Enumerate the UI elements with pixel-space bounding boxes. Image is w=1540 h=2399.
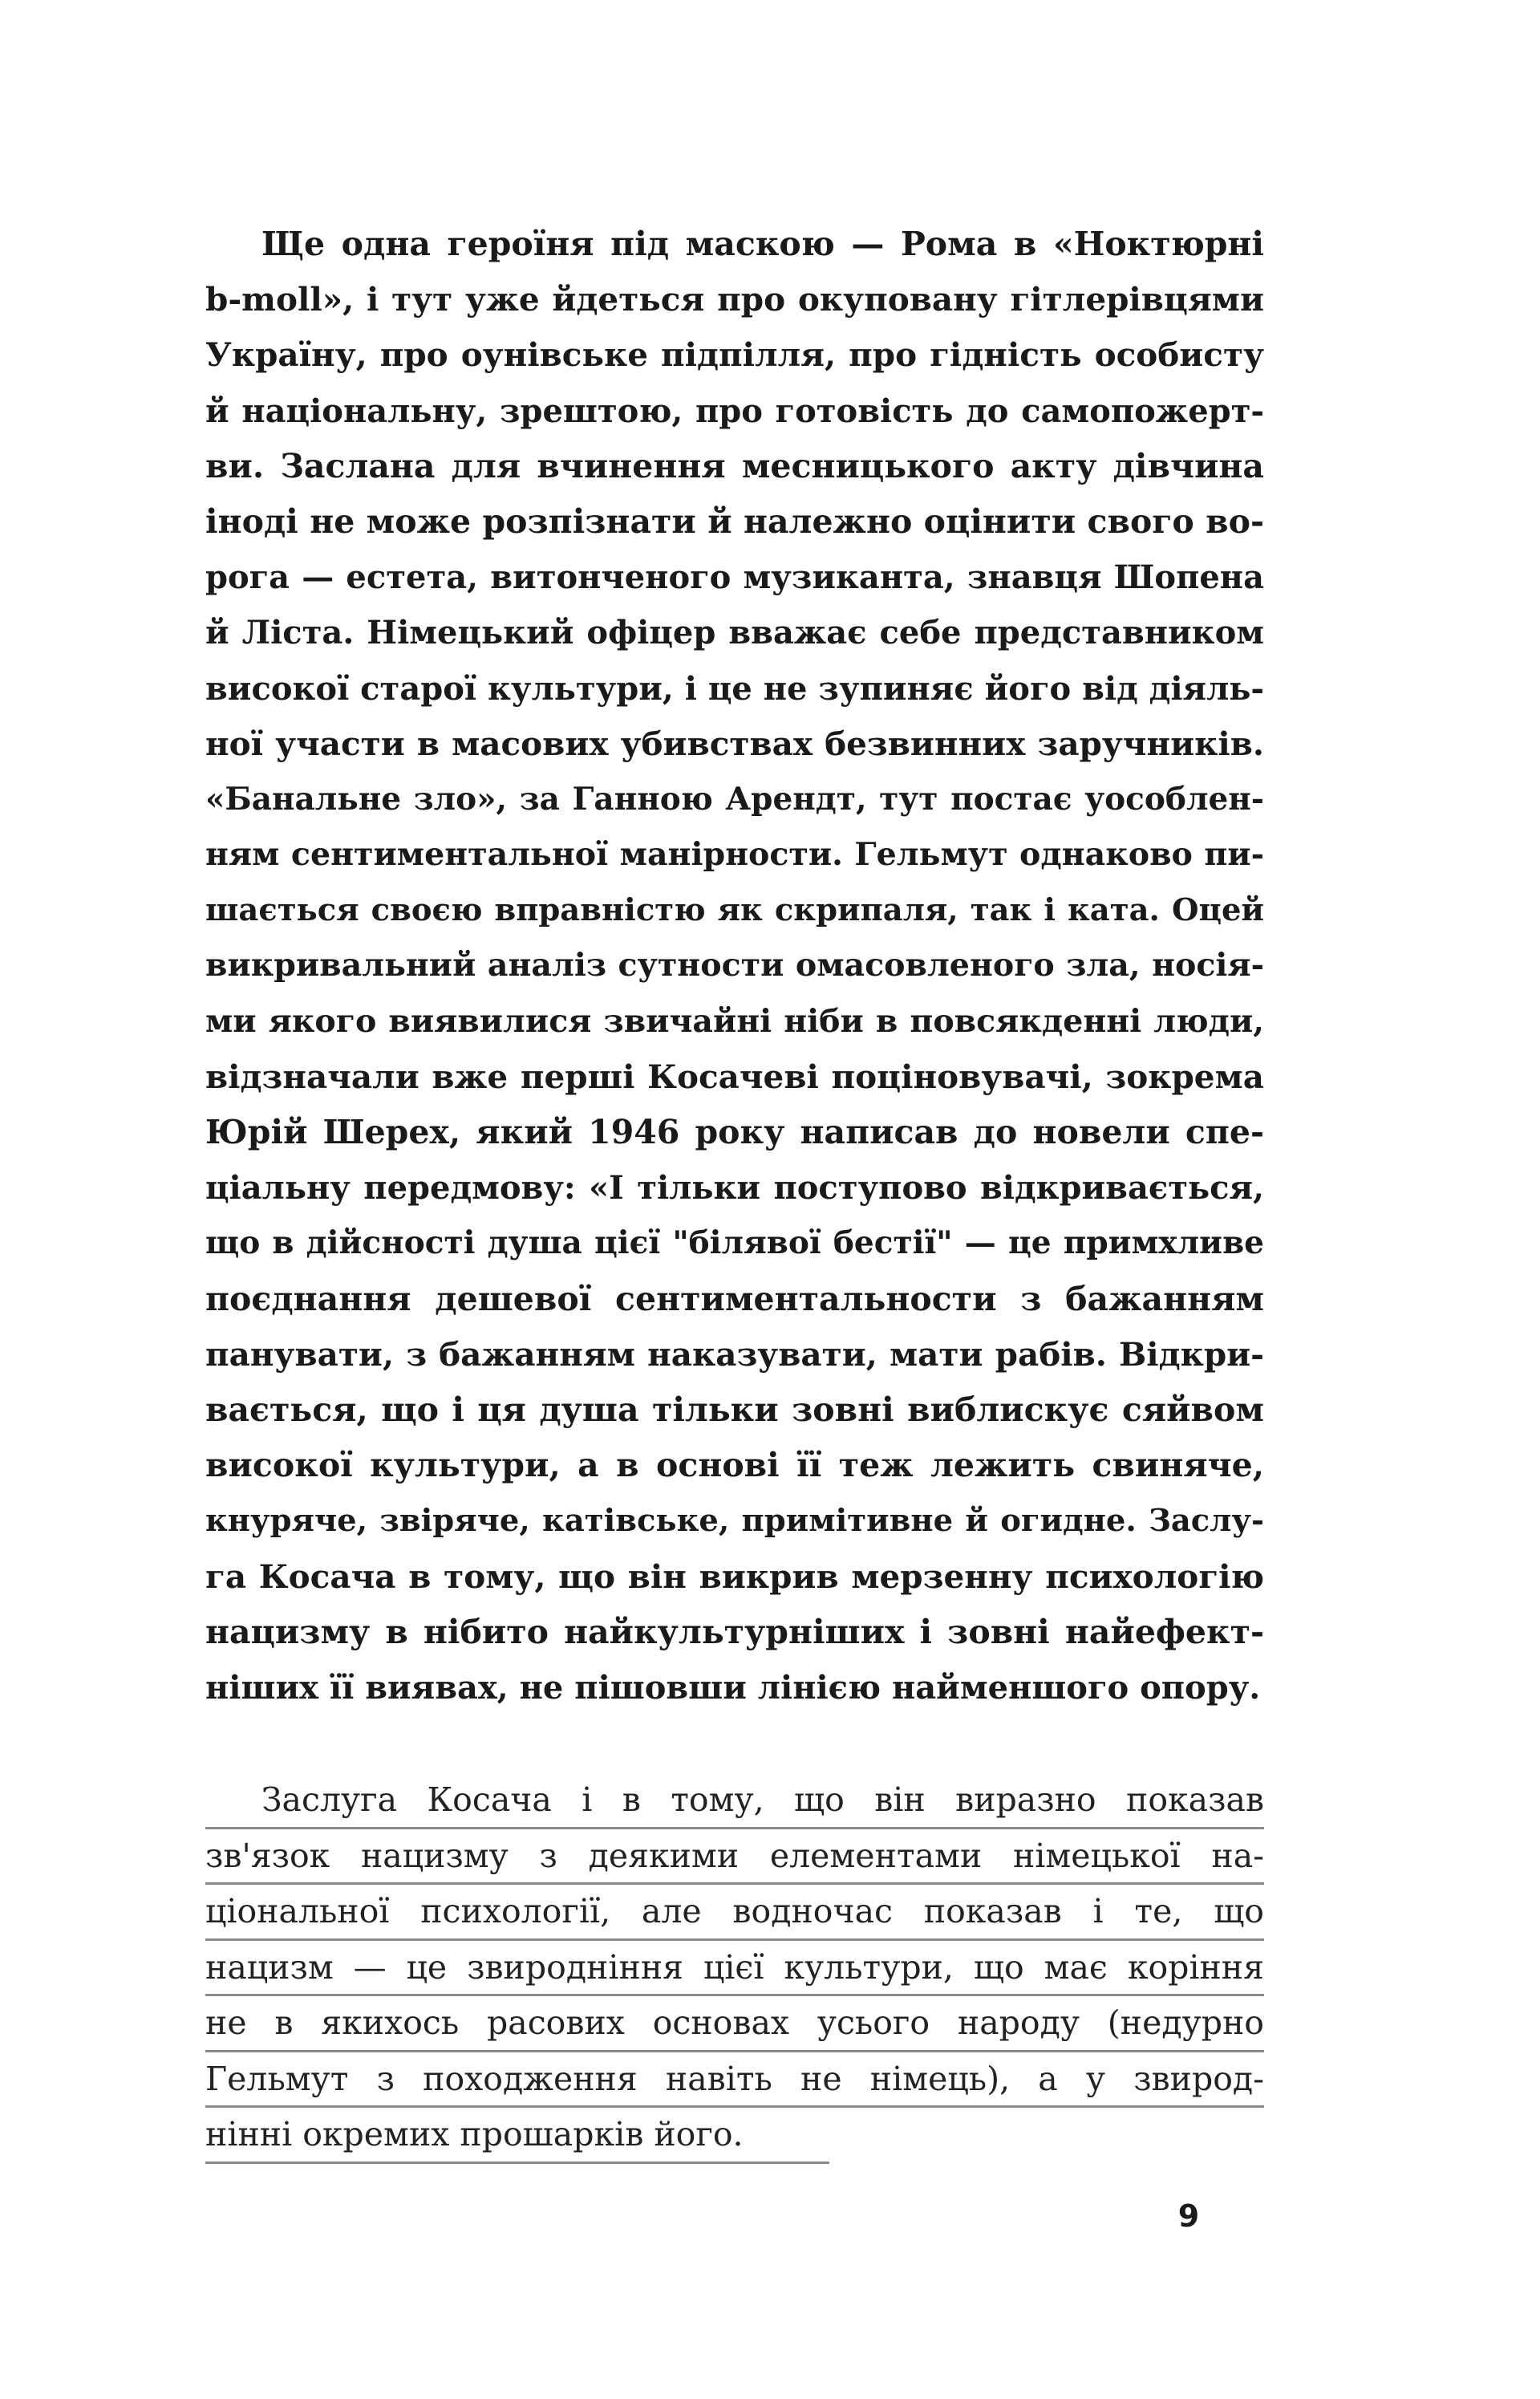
text-line: b-moll», і тут уже йдеться про окуповану гітлерівцями: [205, 280, 1264, 319]
text-line: ціальну передмову: «І тільки поступово відкривається,: [205, 1169, 1264, 1208]
text-line: рога — естета, витонченого музиканта, знавця Шопена: [205, 558, 1264, 597]
text-line: панувати, з бажанням наказувати, мати рабів. Відкри-: [205, 1334, 1264, 1374]
text-line: ми якого виявилися звичайні ніби в повсякденні люди,: [205, 1002, 1264, 1040]
text-line: високої культури, а в основі її теж лежить свиняче,: [205, 1446, 1264, 1485]
underlined-line: Гельмут з походження навіть не німець), а у звирод-: [205, 2052, 1264, 2109]
text-line: ви. Заслана для вчинення месницького акту дівчина: [205, 446, 1264, 485]
text-line: кнуряче, звіряче, катівське, примітивне й огидне. Заслу-: [205, 1503, 1264, 1540]
underlined-line: нінні окремих прошарків його.: [205, 2108, 829, 2164]
text-line: викривальний аналіз сутности омасовленого зла, носія-: [205, 947, 1264, 984]
text-line: Ще одна героїня під маскою — Рома в «Ноктюрні: [261, 225, 1264, 263]
text-line: ніших її виявах, не пішовши лінією найменшого опору.: [205, 1668, 1261, 1707]
text-line: відзначали вже перші Косачеві поціновувачі, зокрема: [205, 1057, 1264, 1096]
text-line: Юрій Шерех, який 1946 року написав до новели спе-: [205, 1113, 1264, 1151]
text-line: іноді не може розпізнати й належно оцінити свого во-: [205, 501, 1264, 541]
underlined-line: не в якихось расових основах усього народу (недурно: [205, 1996, 1264, 2052]
paragraph-1: [205, 217, 1264, 1715]
page-number: 9: [1177, 2198, 1200, 2234]
underlined-line: нацизм — це звиродніння цієї культури, що має коріння: [205, 1941, 1264, 1997]
text-line: шається своєю вправністю як скрипаля, так і ката. Оцей: [205, 892, 1264, 929]
text-line: й національну, зрештою, про готовість до самопожерт-: [205, 392, 1264, 430]
text-line: й Ліста. Німецький офіцер вважає себе представником: [205, 614, 1264, 652]
text-line: ням сентиментальної манірности. Гельмут однаково пи-: [205, 836, 1264, 874]
underlined-line: зв'язок нацизму з деякими елементами німецької на-: [205, 1829, 1264, 1886]
text-line: ної участи в масових убивствах безвинних заручників.: [205, 724, 1264, 763]
underlined-line: ціональної психології, але водночас показав і те, що: [205, 1885, 1264, 1941]
text-line: «Банальне зло», за Ганною Арендт, тут постає уособлен-: [205, 780, 1264, 818]
text-line: що в дійсності душа цієї "білявої бестії" — це примхливе: [205, 1224, 1264, 1262]
text-line: нацизму в нібито найкультурніших і зовні найефект-: [205, 1612, 1264, 1651]
text-line: вається, що і ця душа тільки зовні виблискує сяйвом: [205, 1390, 1264, 1429]
paragraph-2-underlined: [205, 1773, 1264, 2164]
underlined-line: Заслуга Косача і в тому, що він виразно показав: [205, 1773, 1264, 1829]
text-line: високої старої культури, і це не зупиняє його від діяль-: [205, 669, 1265, 708]
text-line: га Косача в тому, що він викрив мерзенну психологію: [205, 1557, 1264, 1596]
body-text: [205, 217, 1264, 2164]
text-line: поєднання дешевої сентиментальности з бажанням: [205, 1279, 1264, 1318]
text-line: Україну, про оунівське підпілля, про гідність особисту: [205, 335, 1264, 375]
